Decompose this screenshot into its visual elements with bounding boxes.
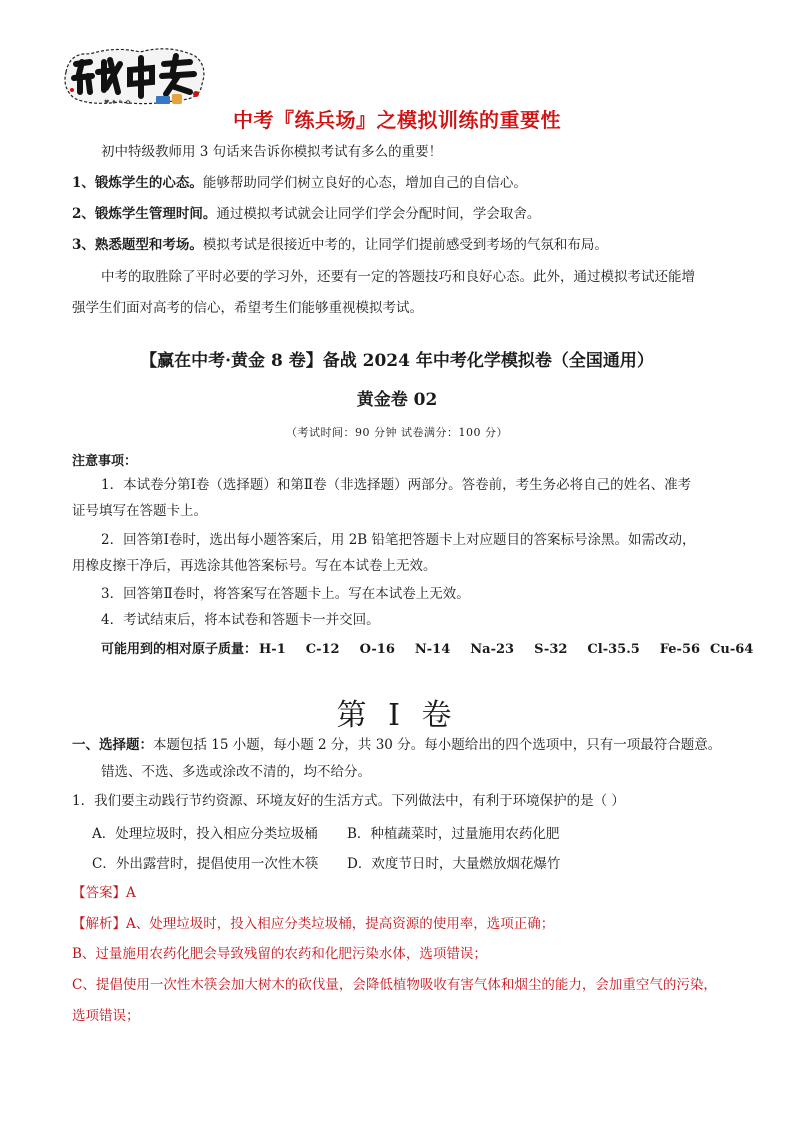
notice-line-1: 1．本试卷分第Ⅰ卷（选择题）和第Ⅱ卷（非选择题）两部分。答卷前，考生务必将自己的姓名、准考 (101, 477, 692, 493)
atomic-mass-s: S-32 (534, 642, 568, 657)
option-b: B．种植蔬菜时，过量施用农药化肥 (347, 826, 560, 842)
promo-title: 中考『练兵场』之模拟训练的重要性 (233, 108, 561, 132)
section-text: 本题包括 15 小题，每小题 2 分，共 30 分。每小题给出的四个选项中，只有一项最符合题意。 (153, 737, 722, 753)
promo-point-2 (72, 204, 540, 224)
promo-conclusion-line-1: 中考的取胜除了平时必要的学习外，还要有一定的答题技巧和良好心态。此外，通过模拟考试还能增 (101, 269, 695, 285)
promo-point-1 (72, 173, 527, 193)
option-a: A．处理垃圾时，投入相应分类垃圾桶 (92, 826, 318, 842)
answer-line: 【答案】A (72, 885, 136, 901)
promo-point-1-head: 1、锻炼学生的心态。 (72, 175, 203, 191)
analysis-line-4: 选项错误； (72, 1008, 140, 1024)
promo-conclusion-line-2: 强学生们面对高考的信心，希望考生们能够重视模拟考试。 (72, 300, 423, 316)
promo-point-3-head: 3、熟悉题型和考场。 (72, 237, 203, 253)
exam-title: 【赢在中考·黄金 8 卷】备战 2024 年中考化学模拟卷（全国通用） (140, 351, 654, 371)
atomic-mass-fe: Fe-56 (659, 642, 701, 657)
analysis-line-3: C、提倡使用一次性木筷会加大树木的砍伐量，会降低植物吸收有害气体和烟尘的能力，会加重空气的污染， (72, 977, 717, 993)
atomic-masses-label: 可能用到的相对原子质量： (101, 642, 258, 657)
analysis-line-2: B、过量施用农药化肥会导致残留的农药和化肥污染水体，选项错误； (72, 946, 487, 962)
notice-line-4: 用橡皮擦干净后，再选涂其他答案标号。写在本试卷上无效。 (72, 558, 437, 574)
question-1-options-row-2 (92, 852, 560, 872)
exam-info: （考试时间：90 分钟 试卷满分：100 分） (286, 426, 508, 439)
promo-point-1-text: 能够帮助同学们树立良好的心态，增加自己的自信心。 (202, 175, 527, 191)
exam-subtitle: 黄金卷 02 (356, 390, 438, 410)
section-line-2: 错选、不选、多选或涂改不清的，均不给分。 (101, 764, 371, 780)
atomic-mass-cu: Cu-64 (710, 642, 754, 657)
notice-line-3: 2．回答第Ⅰ卷时，选出每小题答案后，用 2B 铅笔把答题卡上对应题目的答案标号涂黑。如需改动， (101, 532, 696, 548)
promo-point-3-text: 模拟考试是很接近中考的，让同学们提前感受到考场的气氛和布局。 (202, 237, 608, 253)
question-1-options-row-1 (92, 822, 559, 842)
promo-intro: 初中特级教师用 3 句话来告诉你模拟考试有多么的重要！ (101, 144, 443, 160)
section-line-1 (72, 735, 721, 755)
notice-heading: 注意事项： (72, 454, 138, 469)
promo-point-2-head: 2、锻炼学生管理时间。 (72, 206, 217, 222)
promo-point-2-text: 通过模拟考试就会让同学们学会分配时间，学会取舍。 (216, 206, 541, 222)
option-c: C．外出露营时，提倡使用一次性木筷 (92, 856, 319, 872)
atomic-mass-na: Na-23 (470, 642, 515, 657)
brand-logo (60, 42, 210, 110)
atomic-masses (101, 638, 753, 657)
atomic-mass-cl: Cl-35.5 (587, 642, 640, 657)
section-head: 一、选择题： (72, 737, 153, 753)
notice-line-2: 证号填写在答题卡上。 (72, 503, 207, 519)
part-title: 第 I 卷 (336, 698, 458, 733)
atomic-mass-h: H-1 (259, 642, 286, 657)
analysis-line-1: 【解析】A、处理垃圾时，投入相应分类垃圾桶，提高资源的使用率，选项正确； (72, 916, 555, 932)
promo-point-3 (72, 235, 608, 255)
atomic-mass-n: N-14 (414, 642, 451, 657)
svg-text:♥ ♦ ✎ ✿: ♥ ♦ ✎ ✿ (104, 99, 131, 106)
question-1-stem: 1．我们要主动践行节约资源、环境友好的生活方式。下列做法中，有利于环境保护的是（ ） (72, 793, 625, 809)
notice-line-5: 3．回答第Ⅱ卷时，将答案写在答题卡上。写在本试卷上无效。 (101, 586, 470, 602)
notice-line-6: 4．考试结束后，将本试卷和答题卡一并交回。 (101, 612, 380, 628)
option-d: D．欢度节日时，大量燃放烟花爆竹 (347, 856, 561, 872)
atomic-mass-o: O-16 (359, 642, 395, 657)
atomic-mass-c: C-12 (305, 642, 340, 657)
